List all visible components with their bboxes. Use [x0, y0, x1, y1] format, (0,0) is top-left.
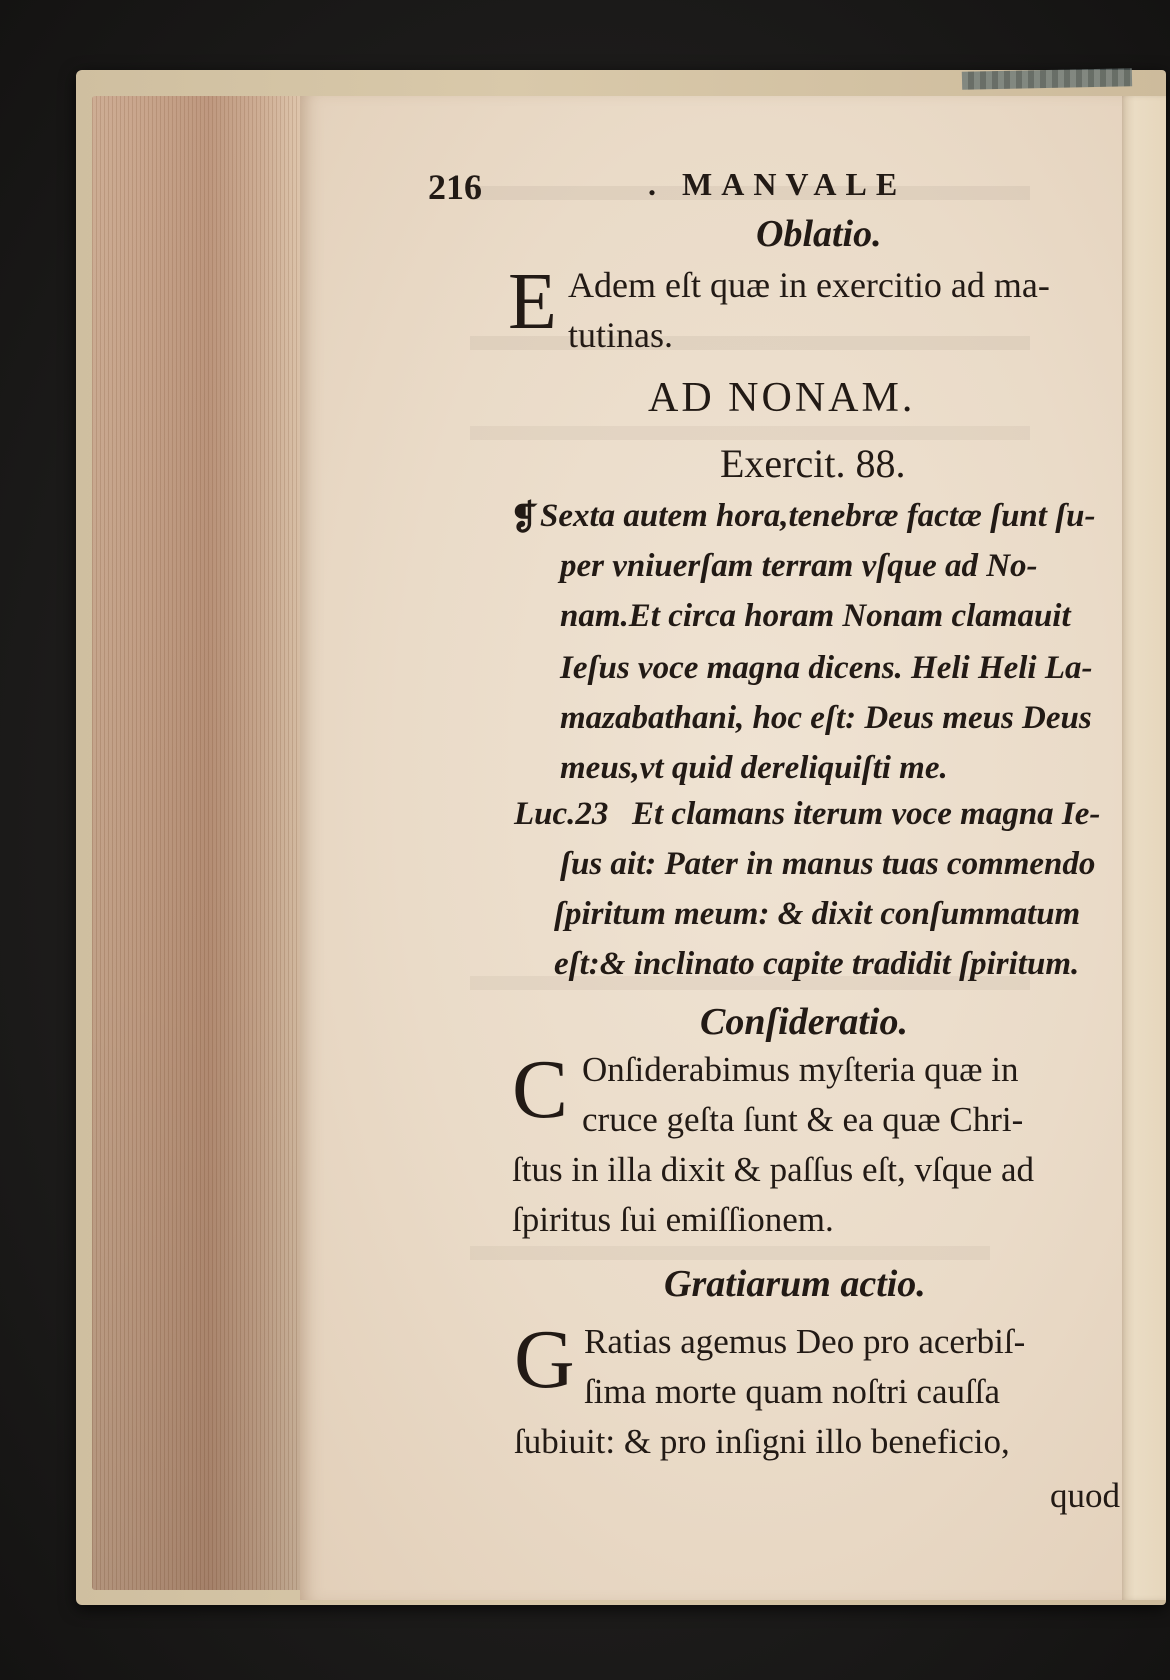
- oblatio-line-1: Adem eſt quæ in exercitio ad ma-: [568, 265, 1050, 305]
- consideratio-dropcap: C: [512, 1043, 569, 1136]
- exercise-number: Exercit. 88.: [720, 441, 906, 486]
- gratiarum-dropcap: G: [514, 1313, 575, 1406]
- scripture-line-5: mazabathani, hoc eſt: Deus meus Deus: [560, 700, 1092, 736]
- catchword: quod: [1050, 1476, 1120, 1515]
- gratiarum-line-2: ſima morte quam noſtri cauſſa: [584, 1372, 1000, 1411]
- luke-line-1: Et clamans iterum voce magna Ie-: [632, 796, 1101, 832]
- gratiarum-line-1: Ratias agemus Deo pro acerbiſ-: [584, 1322, 1026, 1361]
- oblatio-dropcap: E: [508, 258, 557, 346]
- page-number: 216: [428, 167, 482, 207]
- paragraph-mark: ❡: [510, 500, 539, 537]
- scripture-line-2: per vniuerſam terram vſque ad No-: [560, 548, 1038, 584]
- consideratio-heading: Conſideratio.: [700, 1001, 908, 1043]
- gratiarum-heading: Gratiarum actio.: [664, 1263, 926, 1305]
- oblatio-heading: Oblatio.: [756, 213, 882, 255]
- luke-line-3: ſpiritum meum: & dixit conſummatum: [554, 896, 1081, 932]
- consideratio-line-2: cruce geſta ſunt & ea quæ Chri-: [582, 1100, 1024, 1139]
- facing-page-sliver: [1118, 96, 1166, 1600]
- binding-ribbon: [962, 68, 1132, 90]
- consideratio-line-1: Onſiderabimus myſteria quæ in: [582, 1050, 1019, 1089]
- show-through: [470, 1246, 990, 1260]
- oblatio-line-2: tutinas.: [568, 315, 673, 355]
- luke-line-2: ſus ait: Pater in manus tuas commendo: [560, 846, 1096, 882]
- consideratio-line-4: ſpiritus ſui emiſſionem.: [512, 1200, 834, 1239]
- scripture-line-3: nam.Et circa horam Nonam clamauit: [560, 598, 1071, 634]
- luke-reference: Luc.23: [514, 796, 609, 832]
- scripture-line-6: meus,vt quid dereliquiſti me.: [560, 750, 948, 786]
- page-stack-shading: [92, 96, 304, 1590]
- scripture-line-4: Ieſus voce magna dicens. Heli Heli La-: [560, 650, 1093, 686]
- scripture-line-1: Sexta autem hora,tenebræ factæ ſunt ſu-: [540, 498, 1096, 534]
- section-title: AD NONAM.: [648, 375, 916, 421]
- luke-line-4: eſt:& inclinato capite tradidit ſpiritum.: [554, 946, 1080, 982]
- gratiarum-line-3: ſubiuit: & pro inſigni illo beneficio,: [514, 1422, 1010, 1461]
- running-title: . MANVALE: [648, 166, 907, 202]
- consideratio-line-3: ſtus in illa dixit & paſſus eſt, vſque ad: [512, 1150, 1035, 1189]
- show-through: [470, 426, 1030, 440]
